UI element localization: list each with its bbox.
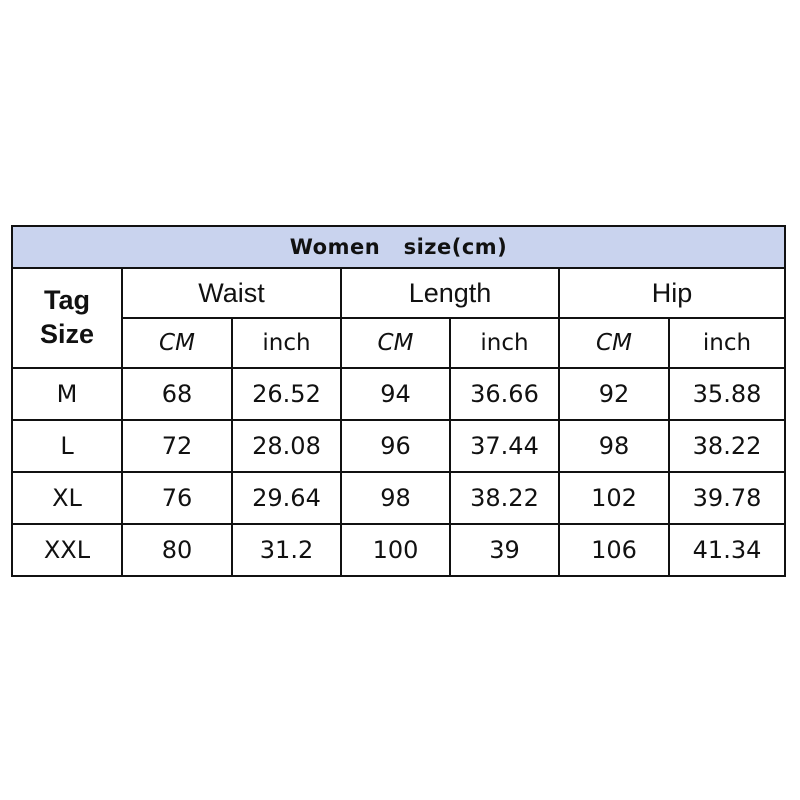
- unit-header-row: [12, 318, 785, 368]
- table-row: [12, 524, 785, 576]
- unit-header: CM: [559, 318, 669, 368]
- size-chart-table: [11, 225, 786, 577]
- table-title: Women size(cm): [12, 226, 785, 268]
- table-row: [12, 368, 785, 420]
- table-cell: 35.88: [669, 368, 785, 420]
- size-cell: XL: [12, 472, 122, 524]
- table-cell: 96: [341, 420, 450, 472]
- table-cell: 28.08: [232, 420, 341, 472]
- waist-header: Waist: [122, 268, 341, 318]
- table-cell: 98: [559, 420, 669, 472]
- table-cell: 102: [559, 472, 669, 524]
- table-row: [12, 472, 785, 524]
- tag-label: Tag: [44, 285, 90, 316]
- table-cell: 38.22: [450, 472, 559, 524]
- table-cell: 37.44: [450, 420, 559, 472]
- table-cell: 39.78: [669, 472, 785, 524]
- table-cell: 38.22: [669, 420, 785, 472]
- table-cell: 76: [122, 472, 232, 524]
- table-cell: 92: [559, 368, 669, 420]
- size-cell: L: [12, 420, 122, 472]
- table-cell: 41.34: [669, 524, 785, 576]
- table-cell: 80: [122, 524, 232, 576]
- size-cell: XXL: [12, 524, 122, 576]
- tag-size-header: [12, 268, 122, 368]
- unit-header: inch: [450, 318, 559, 368]
- table-cell: 26.52: [232, 368, 341, 420]
- hip-header: Hip: [559, 268, 785, 318]
- unit-header: CM: [341, 318, 450, 368]
- unit-header: inch: [669, 318, 785, 368]
- size-cell: M: [12, 368, 122, 420]
- table-cell: 36.66: [450, 368, 559, 420]
- table-cell: 100: [341, 524, 450, 576]
- table-cell: 98: [341, 472, 450, 524]
- length-header: Length: [341, 268, 559, 318]
- unit-header: inch: [232, 318, 341, 368]
- table-cell: 29.64: [232, 472, 341, 524]
- unit-header: CM: [122, 318, 232, 368]
- size-label: Size: [39, 319, 95, 349]
- table-cell: 94: [341, 368, 450, 420]
- title-row: [12, 226, 785, 268]
- table-cell: 72: [122, 420, 232, 472]
- group-header-row: [12, 268, 785, 318]
- table-cell: 31.2: [232, 524, 341, 576]
- table-row: [12, 420, 785, 472]
- table-cell: 106: [559, 524, 669, 576]
- table-cell: 39: [450, 524, 559, 576]
- table-cell: 68: [122, 368, 232, 420]
